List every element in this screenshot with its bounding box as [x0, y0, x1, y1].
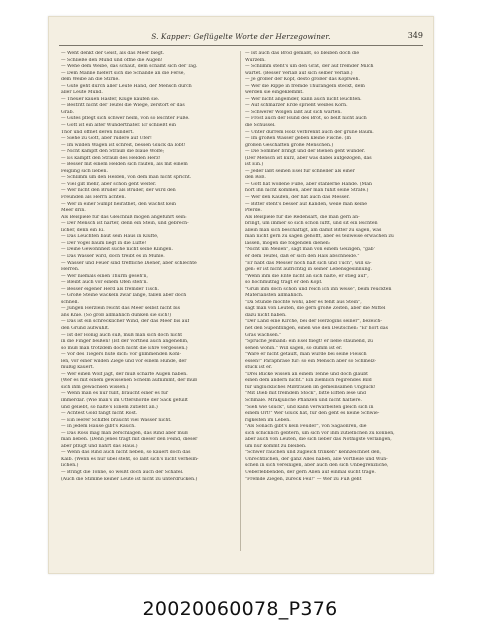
text-line: werden sie eingeklemmt.	[245, 90, 304, 96]
text-line: — Bringt die Tonne, so weißt doch auch der Schäfel.	[61, 470, 184, 475]
text-line: — Besser mit einem Helden sich raufen, als mit einem	[61, 162, 188, 168]
text-line: Schmale. Mrakjuliche Pflanzen und nicht haltiere.	[245, 397, 362, 403]
text-line: "Da Stunde möchte wohl, aber es fehlt aus Stein",	[245, 299, 362, 305]
text-line: — Wer die Rippe in fremde Thürangeln steckt, dem	[245, 83, 365, 89]
text-line: (Wer es mit einem gewissenen Schelm aufnimmt, der muß	[61, 378, 198, 384]
text-line: schen in sich vereinigen, aber auch den sich Unbegrenzliche,	[245, 463, 389, 469]
text-line: — Bestritt nicht der Teufel die Wiege, zerstört er das	[61, 103, 185, 109]
text-line: sehen wohin." Will sagen, so dumm ist er.	[245, 345, 343, 351]
text-line: — Wer nicht angelnder, kann auch nicht leuchten.	[245, 96, 362, 102]
text-line: — Das Wasser wird, doch treibt es in Mühle.	[61, 253, 165, 259]
text-line: Herren.	[61, 267, 80, 273]
text-line: — Schwerer Wolgen läßt auf sich warten.	[245, 109, 342, 115]
text-line: — Schließe den Mund und öffne die Augen!	[61, 57, 163, 63]
text-line: — Wenn das Rind auch nicht neben, so kauert doch das	[61, 450, 191, 456]
text-line: wartet. (Besser Verlaß auf sich selber Verlaß.)	[245, 70, 353, 76]
text-line: "Nicht um Meilen", sagt man von einem Geizigen, "gäb'	[245, 247, 375, 253]
text-line: ist Ein.)	[245, 162, 264, 168]
text-line: Als Beispiele für das Gleichniß mögen angeführt sein:	[61, 214, 187, 220]
text-line: aller Leute Mund.	[61, 90, 103, 96]
text-line: (Auch die Stimme keiner Leute ist nicht zu unterdrücken.)	[61, 476, 198, 482]
text-line: "Wäre er nicht getauft, man würde bei seine Fleisch	[245, 352, 367, 358]
text-line: — Ein leerer Schiffel braucht viel Wasser nicht.	[61, 417, 172, 423]
text-line: und geliebt, so halte's Einem zutiefst an.)	[61, 404, 158, 410]
text-line: den Roß.	[245, 175, 266, 181]
text-line: — Wasser und Feuer sind treffliche Diener, aber schlechte	[61, 260, 197, 266]
text-line: so muß man trotzdem doch nicht die Ehre vergessen.)	[61, 345, 188, 351]
text-line: — Die Sommer bringt und der Bienen geht wunder.	[245, 149, 366, 155]
text-line: — Theuer kauen Häsfer, Kluge kaufen sie.	[61, 96, 160, 102]
text-line: in die Finger beißen! (Ist der Vortheil auch angenehm,	[61, 339, 189, 345]
text-line: — Jungen Herzlein reicht das Meer selbst nicht bis	[61, 306, 181, 312]
text-line: "Er habt das Messer noch hält sich und Tuch", will sa-	[245, 260, 372, 266]
text-line: hört ihn nicht kommen, aber man fühlt seine Strafe.)	[245, 188, 369, 194]
text-line: einem Ort!" Wer Glück hat, für den geht es keine Schwie-	[245, 411, 380, 417]
text-line: — Besser eigener Herd als fremder Tisch.	[61, 286, 159, 292]
text-line: er dem Teufel, daß er sich den Hals abschneide."	[245, 253, 360, 259]
text-line: — Wenn man es nur füllt, braucht einer es für	[61, 391, 169, 397]
text-line: sich ihm gewachsen wissen.)	[61, 384, 129, 390]
text-line: — Ist der Honig auch süß, muß man sich doch nicht	[61, 332, 183, 338]
text-line: — Wehe dem Weibe, das schaut, dem schämt sich der Tag.	[61, 64, 198, 70]
text-line: — In jedem Hause gibt's Rauch.	[61, 424, 136, 430]
text-line: — Wer den Kaufen, der hat auch das Messer.	[245, 195, 350, 201]
text-line: bringt, um immer so sich schon lüftt, und sit ein leichten	[245, 221, 378, 227]
header-title: S. Kapper: Geflügelte Worte der Herzegowiner.	[151, 32, 331, 41]
text-line: "Grüß ihm doch schön und reich ich ihn weise", beim reuckten	[245, 286, 392, 292]
text-line: — Weht denkt der Geist, als das Meer biegt.	[61, 51, 165, 56]
text-line: — Gott ist ein alter Wunderthäter. Er schließt ein	[61, 123, 176, 129]
text-line: Grab.	[61, 109, 75, 115]
text-line: — Auf schmarzer Erde sprießt weißes Korn.	[245, 103, 348, 109]
text-line: rigkeiten im Leben.	[245, 417, 291, 423]
text-line: net den Supenflingen, einen wie den Deutschen: "Er hört das	[245, 325, 388, 331]
text-line: dazu nicht haben.	[245, 312, 287, 318]
text-line: "Als Sonach gibt's kein Feuder", von Sagaonren, die	[245, 424, 367, 430]
text-line: ans Knie. (So groß allmählich dünken sie sich!)	[61, 312, 172, 318]
text-line: lassen, mögen die folgenden dienen:	[245, 240, 331, 246]
text-line: einen dem andern nicht." Ein ziemlich regirendes Bild	[245, 378, 372, 384]
text-line: die Schüssel.	[245, 123, 276, 129]
archive-id-label: 20020060078_P376	[142, 598, 338, 620]
text-line: — Wer nicht den Bruder als Bruder, der wird den	[61, 188, 176, 194]
text-line: — Bitter steht's besser auf Kanden, weile man keine	[245, 201, 367, 207]
text-line: — Gutes pflegt sich schwer heim, von so leichter Füße.	[61, 116, 190, 122]
text-line: Gras wachsen."	[245, 332, 282, 338]
text-line: "Drei Blicke wissen an einem Tenne und doch glaubt	[245, 371, 369, 377]
text-line: "Der Land eine Kirche, bei der Herzogins seiner", bezeich-	[245, 319, 382, 325]
text-line: — Unter dürrem Holz verbrennt auch der grüne Baum.	[245, 129, 374, 135]
text-line: — Siehe zu Gott, aber rudere auf Ufer!	[61, 136, 152, 142]
text-line: Kalb. (Wenn es nur übel steht, so läßt sich's nicht verheim-	[61, 456, 199, 462]
text-line: — Jeder läßt seinen Esel für schneller als einer	[245, 168, 355, 174]
text-line: — Vor des Tiegers hüte dich: vor glimmenden Kohl-	[61, 352, 182, 358]
text-line: aber auch von Leuten, die sich lieber das Nöthigste verlangen,	[245, 437, 392, 443]
right-text-column	[245, 51, 421, 483]
text-line: — Bleibt auch vor einem Ofen steh'n.	[61, 280, 148, 286]
text-line: man lieben. (Denn jenes trägt mit dieser den Feind, dieser	[61, 437, 198, 443]
text-line: so hochmüthig trägt er den Kopf.	[245, 280, 323, 286]
text-line: — Es kämpft den Strauß des Helden Herz!	[61, 155, 161, 161]
text-line: — Schlimm steht's um den Grat, der auf fremder Milch	[245, 64, 374, 70]
text-line: Meer drin.	[61, 208, 86, 214]
text-line: großen Geschäften große Menschen.)	[245, 142, 334, 148]
text-line: aber pflügt und nährt das Haus.)	[61, 443, 138, 449]
text-line: "Sieh wie Glück", und kann verwarbeiten gleich sich in	[245, 404, 374, 410]
text-line: — Dem Manne hiefert sich die Schande an die Ferse,	[61, 70, 185, 76]
text-line: — Fröst auch der Hund des Brot, so bellt nicht auch	[245, 116, 367, 122]
text-line: Materialisten allmählich.	[245, 293, 304, 299]
text-line: — Wer einen Wolf jagt, der muß scharfe Augen haben.	[61, 371, 188, 377]
text-line: immerdar. (Wie man's im Uttershorde der Sack gefüllt	[61, 397, 188, 403]
text-line: für unglückliches Mißtrauen im gemeinsamen Unglück!	[245, 384, 376, 390]
text-line: — Das ist ein schrecklicher Wind, der das Meer bis auf	[61, 319, 190, 325]
text-line: sagt man von Leuten, die gern große Zeiten, aber die Mittel	[245, 306, 386, 312]
text-line: — Deine Gewohnheit suche nicht seine Klingen.	[61, 247, 173, 253]
text-line: den Grund aufwühlt.	[61, 325, 110, 331]
book-page	[48, 16, 434, 574]
text-line: Freunden als Herrn achten.	[61, 195, 126, 201]
text-line: — Ist auch das Brod gemäßt, so bleiben doch die	[245, 51, 360, 56]
text-line: — Nicht kämpft den Strauß die blaue Wolfe;	[61, 149, 165, 155]
text-line: dem Weibe an die Stirne.	[61, 77, 120, 83]
text-line: — Im großen Wasser geben kleine Fische. (In	[245, 136, 352, 142]
text-line: len, vor einer wilden Ziege und vor einem Hunde, der	[61, 358, 187, 364]
text-line: — Wer niemals einen Thurm geseh'n,	[61, 273, 148, 279]
text-line: Thor und öffnet deren hundert.	[61, 129, 134, 135]
text-line: "Schwer rauchen und zugleich trinken" kennzeichnet den,	[245, 450, 382, 456]
text-line: — Achtest Gold fängt nicht Rost.	[61, 411, 138, 417]
text-line: Wurzeln.	[245, 57, 266, 63]
text-line: — Der Vögel baum liegt in die Lüfte!	[61, 240, 147, 246]
text-line: — Der Mensch ist härter, denn ein Stein, und gebrech-	[61, 221, 189, 227]
text-line: man nicht gern zu sagen gehofft, aber es teilweise erwachen zu	[245, 234, 394, 240]
text-line: — Das Leuchten baut sein Haus in Klüfte,	[61, 234, 159, 240]
text-line: licher, denn ein Ei.	[61, 227, 105, 233]
text-line: schnell.	[61, 299, 79, 305]
text-line: Feigling sich lieben.	[61, 168, 108, 174]
text-line: — Je größer der Kopf, desto größer das Kopfweh.	[245, 77, 360, 83]
running-header	[59, 31, 423, 46]
page-number: 349	[407, 31, 423, 40]
text-line: (Der Mensch ist kurz, aber was dabei aufgezogen, das	[245, 155, 372, 161]
text-line: Pferde.	[245, 208, 262, 214]
text-line: Als Beispiele für die Redensart, die man gern an-	[245, 214, 360, 220]
text-line: Ueberlebbenden, der gern Allen auf einmal sucht trage.	[245, 470, 376, 475]
text-line: — Viel gilt mehr, aber schön geht weiter.	[61, 181, 157, 187]
text-line: — Das Ross mag man zerschlagen, das Rind aber muß	[61, 430, 188, 436]
text-line: gen: er ist nicht aufrichtig in seiner Lebensgesinnung.	[245, 267, 372, 273]
text-line: — Gute geht durch aller Leute Hand, der Mensch durch	[61, 83, 192, 89]
text-line: allein man sich beschäftigt, am damit Bitter zu sagen, was	[245, 227, 382, 233]
text-line: "Mit Dieb mit fremdem Stock", bitte Elften lese und	[245, 391, 366, 397]
text-line: "Wenn ihm die Ente nicht an sich halte, er stieg auf",	[245, 273, 369, 279]
text-line: lichen.)	[61, 463, 79, 469]
left-text-column	[61, 51, 237, 483]
text-line: "Sprüche Jemand: ein Esel fliegt! er ließe staunend, zu	[245, 339, 373, 345]
text-line: stück ist er.	[245, 365, 272, 371]
text-line: sich schicklich gebtern, um sich vor ihm zutieflichen zu können,	[245, 430, 395, 436]
text-line: "Fremde Ziegen, zureck Feil!" — Wer zu Fuß geht	[245, 476, 362, 482]
text-line: essen!" Paraphrase für: so ein Mensch aber so Schmelz-	[245, 358, 377, 364]
text-line: Unrechtlichen, der ganz Alles haben, alle Vortheile und Wün-	[245, 456, 388, 462]
text-line: müßig kauert.	[61, 365, 94, 371]
text-line: — Gott hat wollene Füße, aber stählerne Hände. (Man	[245, 181, 372, 187]
text-line: — Große Steine wackeln zwar lange, fallen aber doch	[61, 293, 187, 299]
text-line: um nur kommt zu bleiben.	[245, 443, 307, 449]
column-divider	[240, 51, 241, 551]
text-line: — Wer in einer Sumpf heirathet, den wächst kein	[61, 201, 176, 207]
text-line: — Im wilden Wagen ist schreit, bessen Glück da lobt!	[61, 142, 186, 148]
text-line: — Schlimm um den Helden, von dem man nicht spricht.	[61, 175, 192, 181]
